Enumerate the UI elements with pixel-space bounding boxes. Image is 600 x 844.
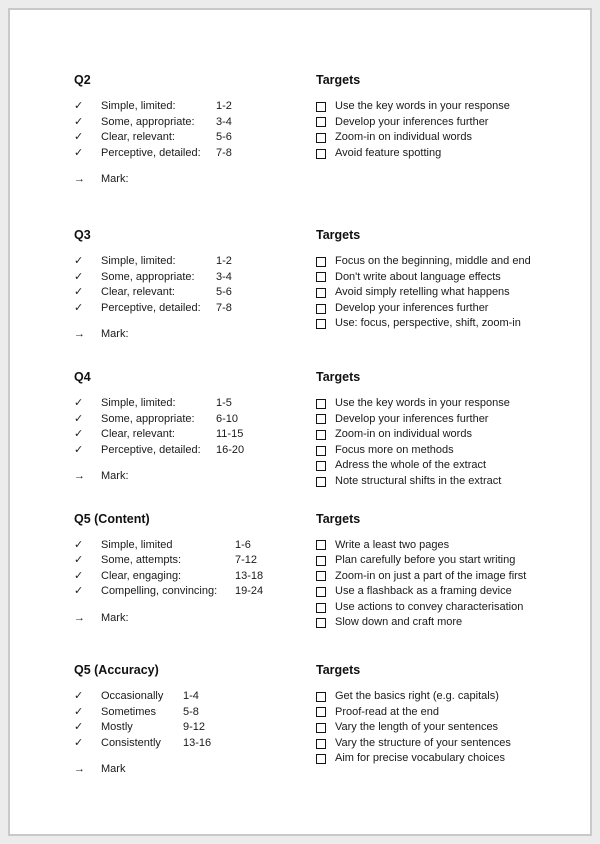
checkmark-icon: ✓ — [74, 286, 84, 299]
checkmark-icon: ✓ — [74, 115, 84, 128]
target-label: Vary the length of your sentences — [335, 721, 499, 734]
criteria-list — [74, 538, 316, 600]
criteria-row — [74, 130, 316, 146]
criteria-label: Sometimes — [101, 705, 157, 718]
checkbox-icon — [316, 461, 326, 471]
checkbox-icon — [316, 304, 326, 314]
criteria-label: Some, appropriate: — [101, 412, 195, 425]
criteria-column — [74, 512, 316, 632]
target-label: Develop your inferences further — [335, 301, 489, 314]
checkbox-icon — [316, 707, 326, 717]
checkbox-icon — [316, 102, 326, 112]
checkbox-icon — [316, 603, 326, 613]
targets-title: Targets — [316, 227, 361, 242]
checkmark-icon: ✓ — [74, 538, 84, 551]
targets-title: Targets — [316, 73, 361, 87]
checkmark-icon: ✓ — [74, 270, 84, 283]
target-label: Zoom-in on individual words — [335, 131, 472, 144]
criteria-row — [74, 99, 316, 115]
criteria-row — [74, 584, 316, 600]
mark-label: Mark: — [101, 470, 129, 483]
criteria-range: 7-8 — [216, 301, 232, 314]
checkmark-icon: ✓ — [74, 428, 84, 441]
target-row — [316, 427, 590, 443]
criteria-range: 1-2 — [216, 100, 232, 112]
document-page — [8, 8, 592, 836]
criteria-range: 13-18 — [235, 569, 264, 582]
criteria-column — [74, 370, 316, 490]
checkbox-icon — [316, 133, 326, 143]
target-label: Don't write about language effects — [335, 270, 501, 283]
criteria-column — [74, 228, 316, 343]
criteria-row — [74, 412, 316, 428]
checkmark-icon: ✓ — [74, 705, 84, 718]
target-row — [316, 396, 590, 412]
mark-line — [74, 762, 316, 778]
criteria-row — [74, 254, 316, 270]
criteria-list — [74, 99, 316, 161]
criteria-label: Simple, limited: — [101, 396, 176, 409]
criteria-label: Perceptive, detailed: — [101, 146, 201, 159]
checkmark-icon: ✓ — [74, 131, 84, 144]
checkmark-icon: ✓ — [74, 396, 84, 409]
criteria-range: 19-24 — [235, 585, 264, 598]
arrow-icon: → — [74, 470, 85, 483]
criteria-column — [74, 663, 316, 778]
checkbox-icon — [316, 430, 326, 440]
target-row — [316, 615, 590, 631]
criteria-list — [74, 689, 316, 751]
target-label: Get the basics right (e.g. capitals) — [335, 690, 499, 703]
mark-line — [74, 611, 316, 627]
targets-column — [316, 370, 590, 490]
target-row — [316, 569, 590, 585]
criteria-label: Mostly — [101, 721, 133, 734]
targets-column — [316, 663, 590, 778]
criteria-label: Simple, limited: — [101, 100, 176, 112]
mark-label: Mark: — [101, 328, 129, 341]
checkmark-icon: ✓ — [74, 736, 84, 749]
target-label: Aim for precise vocabulary choices — [335, 752, 505, 765]
section-q2 — [74, 73, 590, 188]
target-row — [316, 736, 590, 752]
targets-title: Targets — [316, 369, 361, 384]
checkbox-icon — [316, 272, 326, 282]
checkbox-icon — [316, 739, 326, 749]
target-label: Develop your inferences further — [335, 115, 489, 128]
target-label: Focus on the beginning, middle and end — [335, 254, 531, 267]
criteria-label: Some, appropriate: — [101, 270, 195, 283]
arrow-icon: → — [74, 763, 85, 776]
target-label: Use actions to convey characterisation — [335, 600, 524, 613]
target-label: Vary the structure of your sentences — [335, 736, 511, 749]
criteria-row — [74, 720, 316, 736]
target-label: Write a least two pages — [335, 538, 450, 551]
checkbox-icon — [316, 319, 326, 329]
checkmark-icon: ✓ — [74, 569, 84, 582]
criteria-range: 1-4 — [183, 690, 199, 703]
criteria-label: Compelling, convincing: — [101, 585, 218, 598]
target-row — [316, 474, 590, 490]
criteria-column — [74, 73, 316, 188]
checkbox-icon — [316, 288, 326, 298]
target-label: Focus more on methods — [335, 443, 454, 456]
checkmark-icon: ✓ — [74, 443, 84, 456]
criteria-label: Simple, limited: — [101, 254, 176, 267]
criteria-label: Clear, relevant: — [101, 428, 175, 441]
targets-list — [316, 689, 590, 767]
targets-title: Targets — [316, 511, 361, 526]
checkbox-icon — [316, 446, 326, 456]
targets-list — [316, 538, 590, 632]
checkbox-icon — [316, 477, 326, 487]
mark-label: Mark: — [101, 173, 129, 186]
target-row — [316, 130, 590, 146]
targets-title: Targets — [316, 663, 361, 678]
criteria-row — [74, 270, 316, 286]
checkmark-icon: ✓ — [74, 554, 84, 567]
target-row — [316, 720, 590, 736]
target-label: Develop your inferences further — [335, 412, 489, 425]
target-row — [316, 705, 590, 721]
checkmark-icon: ✓ — [74, 690, 84, 703]
checkbox-icon — [316, 692, 326, 702]
criteria-range: 9-12 — [183, 721, 206, 734]
checkbox-icon — [316, 754, 326, 764]
criteria-range: 16-20 — [216, 443, 245, 456]
criteria-list — [74, 254, 316, 316]
criteria-row — [74, 538, 316, 554]
arrow-icon: → — [74, 328, 85, 341]
target-label: Avoid simply retelling what happens — [335, 286, 510, 299]
criteria-row — [74, 427, 316, 443]
targets-list — [316, 99, 590, 161]
criteria-label: Simple, limited — [101, 538, 173, 551]
criteria-row — [74, 553, 316, 569]
target-row — [316, 412, 590, 428]
target-row — [316, 270, 590, 286]
checkbox-icon — [316, 117, 326, 127]
checkbox-icon — [316, 414, 326, 424]
target-row — [316, 301, 590, 317]
section-title: Q4 — [74, 369, 91, 384]
mark-line — [74, 172, 316, 188]
target-label: Note structural shifts in the extract — [335, 474, 502, 487]
criteria-range: 11-15 — [216, 428, 244, 441]
checkmark-icon: ✓ — [74, 301, 84, 314]
criteria-row — [74, 736, 316, 752]
target-row — [316, 538, 590, 554]
targets-column — [316, 512, 590, 632]
arrow-icon: → — [74, 173, 85, 186]
target-row — [316, 584, 590, 600]
section-q4 — [74, 370, 590, 490]
target-row — [316, 553, 590, 569]
criteria-row — [74, 285, 316, 301]
targets-list — [316, 254, 590, 332]
criteria-range: 1-5 — [216, 396, 232, 409]
criteria-row — [74, 396, 316, 412]
target-label: Proof-read at the end — [335, 705, 439, 718]
target-row — [316, 689, 590, 705]
section-q5-content — [74, 512, 590, 632]
checkbox-icon — [316, 149, 326, 159]
checkmark-icon: ✓ — [74, 412, 84, 425]
target-row — [316, 458, 590, 474]
target-label: Use a flashback as a framing device — [335, 585, 512, 598]
checkmark-icon: ✓ — [74, 146, 84, 159]
criteria-range: 7-8 — [216, 146, 232, 159]
checkbox-icon — [316, 587, 326, 597]
target-label: Adress the whole of the extract — [335, 459, 487, 472]
mark-line — [74, 327, 316, 343]
mark-label: Mark — [101, 763, 126, 776]
criteria-range: 3-4 — [216, 270, 232, 283]
criteria-row — [74, 569, 316, 585]
criteria-range: 6-10 — [216, 412, 239, 425]
checkbox-icon — [316, 556, 326, 566]
target-label: Use: focus, perspective, shift, zoom-in — [335, 317, 521, 330]
criteria-label: Clear, relevant: — [101, 286, 175, 299]
targets-list — [316, 396, 590, 490]
criteria-range: 7-12 — [235, 554, 258, 567]
arrow-icon: → — [74, 611, 85, 624]
target-label: Zoom-in on just a part of the image first — [335, 569, 527, 582]
target-row — [316, 600, 590, 616]
criteria-label: Some, appropriate: — [101, 115, 195, 128]
criteria-label: Perceptive, detailed: — [101, 301, 201, 314]
target-label: Avoid feature spotting — [335, 146, 442, 159]
checkbox-icon — [316, 540, 326, 550]
criteria-range: 13-16 — [183, 736, 212, 749]
checkbox-icon — [316, 399, 326, 409]
page-content — [10, 10, 590, 778]
targets-column — [316, 228, 590, 343]
target-row — [316, 316, 590, 332]
checkbox-icon — [316, 618, 326, 628]
targets-column — [316, 73, 590, 188]
target-label: Use the key words in your response — [335, 396, 510, 409]
criteria-range: 1-2 — [216, 254, 232, 267]
criteria-row — [74, 689, 316, 705]
target-label: Zoom-in on individual words — [335, 428, 472, 441]
criteria-label: Clear, relevant: — [101, 131, 175, 144]
mark-label: Mark: — [101, 611, 129, 624]
checkmark-icon: ✓ — [74, 254, 84, 267]
checkmark-icon: ✓ — [74, 585, 84, 598]
target-row — [316, 443, 590, 459]
section-title: Q5 (Accuracy) — [74, 663, 159, 678]
criteria-range: 3-4 — [216, 115, 232, 128]
section-q3 — [74, 228, 590, 343]
target-label: Use the key words in your response — [335, 100, 510, 112]
criteria-row — [74, 705, 316, 721]
target-label: Slow down and craft more — [335, 616, 463, 629]
criteria-range: 5-6 — [216, 131, 232, 144]
target-row — [316, 285, 590, 301]
checkbox-icon — [316, 257, 326, 267]
criteria-row — [74, 146, 316, 162]
criteria-label: Perceptive, detailed: — [101, 443, 201, 456]
target-row — [316, 146, 590, 162]
section-q5-accuracy — [74, 663, 590, 778]
section-title: Q5 (Content) — [74, 511, 150, 526]
criteria-row — [74, 115, 316, 131]
criteria-row — [74, 301, 316, 317]
criteria-label: Occasionally — [101, 690, 164, 703]
checkmark-icon: ✓ — [74, 721, 84, 734]
criteria-range: 5-6 — [216, 286, 232, 299]
mark-line — [74, 469, 316, 485]
criteria-row — [74, 443, 316, 459]
criteria-label: Some, attempts: — [101, 554, 182, 567]
criteria-list — [74, 396, 316, 458]
criteria-range: 5-8 — [183, 705, 199, 718]
criteria-label: Consistently — [101, 736, 161, 749]
checkbox-icon — [316, 723, 326, 733]
checkbox-icon — [316, 571, 326, 581]
criteria-label: Clear, engaging: — [101, 569, 182, 582]
section-title: Q2 — [74, 73, 91, 87]
target-row — [316, 115, 590, 131]
checkmark-icon: ✓ — [74, 100, 84, 112]
target-label: Plan carefully before you start writing — [335, 554, 516, 567]
target-row — [316, 254, 590, 270]
target-row — [316, 99, 590, 115]
criteria-range: 1-6 — [235, 538, 251, 551]
target-row — [316, 751, 590, 767]
section-title: Q3 — [74, 227, 91, 242]
